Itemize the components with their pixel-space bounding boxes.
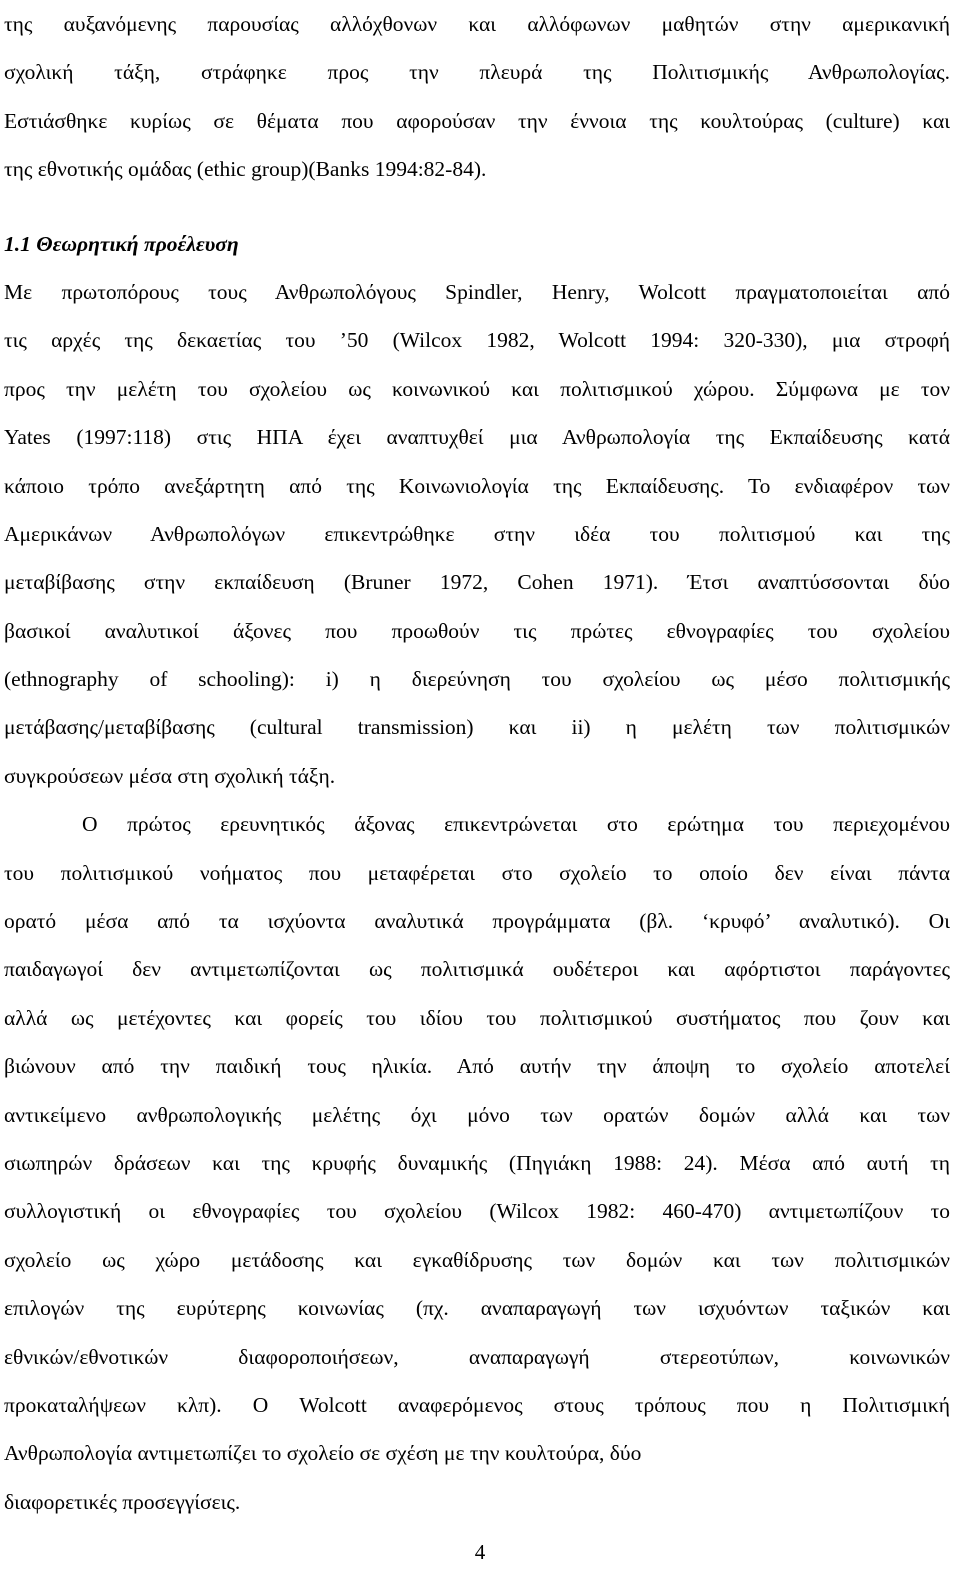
paragraph-2 — [4, 800, 950, 1526]
text-line: της αυξανόμενης παρουσίας αλλόχθονων και αλλόφωνων μαθητών στην αμερικανική — [4, 12, 950, 36]
text-line: συλλογιστική οι εθνογραφίες του σχολείου (Wilcox 1982: 460-470) αντιμετωπίζουν το — [4, 1199, 950, 1224]
text-line: Ανθρωπολογία αντιμετωπίζει το σχολείο σε σχέση με την κουλτούρα, δύο — [4, 1441, 642, 1466]
paragraph-1 — [4, 268, 950, 800]
text-line: Εστιάσθηκε κυρίως σε θέματα που αφορούσαν την έννοια της κουλτούρας (culture) και — [4, 108, 950, 133]
text-line: διαφορετικές προσεγγίσεις. — [4, 1489, 241, 1514]
text-line: Ο πρώτος ερευνητικός άξονας επικεντρώνεται στο ερώτημα του περιεχομένου — [82, 812, 950, 837]
page-number: 4 — [474, 1540, 486, 1564]
text-line: Με πρωτοπόρους τους Ανθρωπολόγους Spindler, Henry, Wolcott πραγματοποιείται από — [4, 279, 950, 304]
text-line: αλλά ως μετέχοντες και φορείς του ιδίου του πολιτισμικού συστήματος που ζουν και — [4, 1005, 950, 1030]
text-line: μεταβίβασης στην εκπαίδευση (Bruner 1972, Cohen 1971). Έτσι αναπτύσσονται δύο — [4, 570, 950, 595]
text-line: σχολική τάξη, στράφηκε προς την πλευρά της Πολιτισμικής Ανθρωπολογίας. — [4, 60, 950, 85]
text-line: του πολιτισμικού νοήματος που μεταφέρεται στο σχολείο το οποίο δεν είναι πάντα — [4, 860, 950, 885]
text-line: κάποιο τρόπο ανεξάρτητη από της Κοινωνιολογία της Εκπαίδευσης. Το ενδιαφέρον των — [4, 473, 950, 498]
text-line: βιώνουν από την παιδική τους ηλικία. Από αυτήν την άποψη το σχολείο αποτελεί — [4, 1054, 950, 1079]
text-line: της εθνοτικής ομάδας (ethic group)(Banks 1994:82-84). — [4, 157, 487, 182]
section-heading: 1.1 Θεωρητική προέλευση — [4, 231, 239, 256]
text-line: προκαταλήψεων κλπ). Ο Wolcott αναφερόμενος στους τρόπους που η Πολιτισμική — [4, 1392, 950, 1417]
text-line: επιλογών της ευρύτερης κοινωνίας (πχ. αναπαραγωγή των ισχυόντων ταξικών και — [4, 1296, 950, 1321]
text-line: παιδαγωγοί δεν αντιμετωπίζονται ως πολιτισμικά ουδέτεροι και αφόρτιστοι παράγοντες — [4, 957, 950, 982]
text-line: σιωπηρών δράσεων και της κρυφής δυναμικής (Πηγιάκη 1988: 24). Μέσα από αυτή τη — [4, 1150, 950, 1175]
text-line: προς την μελέτη του σχολείου ως κοινωνικού και πολιτισμικού χώρου. Σύμφωνα με τον — [4, 376, 950, 401]
text-line: συγκρούσεων μέσα στη σχολική τάξη. — [4, 763, 336, 788]
text-line: τις αρχές της δεκαετίας του ’50 (Wilcox 1982, Wolcott 1994: 320-330), μια στροφή — [4, 328, 950, 353]
text-line: Yates (1997:118) στις ΗΠΑ έχει αναπτυχθεί μια Ανθρωπολογία της Εκπαίδευσης κατά — [4, 425, 950, 450]
text-line: (ethnography of schooling): i) η διερεύνηση του σχολείου ως μέσο πολιτισμικής — [4, 667, 950, 692]
text-line: μετάβασης/μεταβίβασης (cultural transmission) και ii) η μελέτη των πολιτισμικών — [4, 715, 950, 740]
text-line: Αμερικάνων Ανθρωπολόγων επικεντρώθηκε στην ιδέα του πολιτισμού και της — [4, 521, 950, 546]
paragraph-gap — [4, 194, 950, 220]
document-body — [4, 0, 950, 1526]
text-line: εθνικών/εθνοτικών διαφοροποιήσεων, αναπαραγωγή στερεοτύπων, κοινωνικών — [4, 1344, 950, 1369]
paragraph-intro — [4, 0, 950, 194]
text-line: αντικείμενο ανθρωπολογικής μελέτης όχι μόνο των ορατών δομών αλλά και των — [4, 1102, 950, 1127]
text-line: σχολείο ως χώρο μετάδοσης και εγκαθίδρυσης των δομών και των πολιτισμικών — [4, 1247, 950, 1272]
text-line: ορατό μέσα από τα ισχύοντα αναλυτικά προγράμματα (βλ. ‘κρυφό’ αναλυτικό). Οι — [4, 909, 950, 934]
text-line: βασικοί αναλυτικοί άξονες που προωθούν τις πρώτες εθνογραφίες του σχολείου — [4, 618, 950, 643]
